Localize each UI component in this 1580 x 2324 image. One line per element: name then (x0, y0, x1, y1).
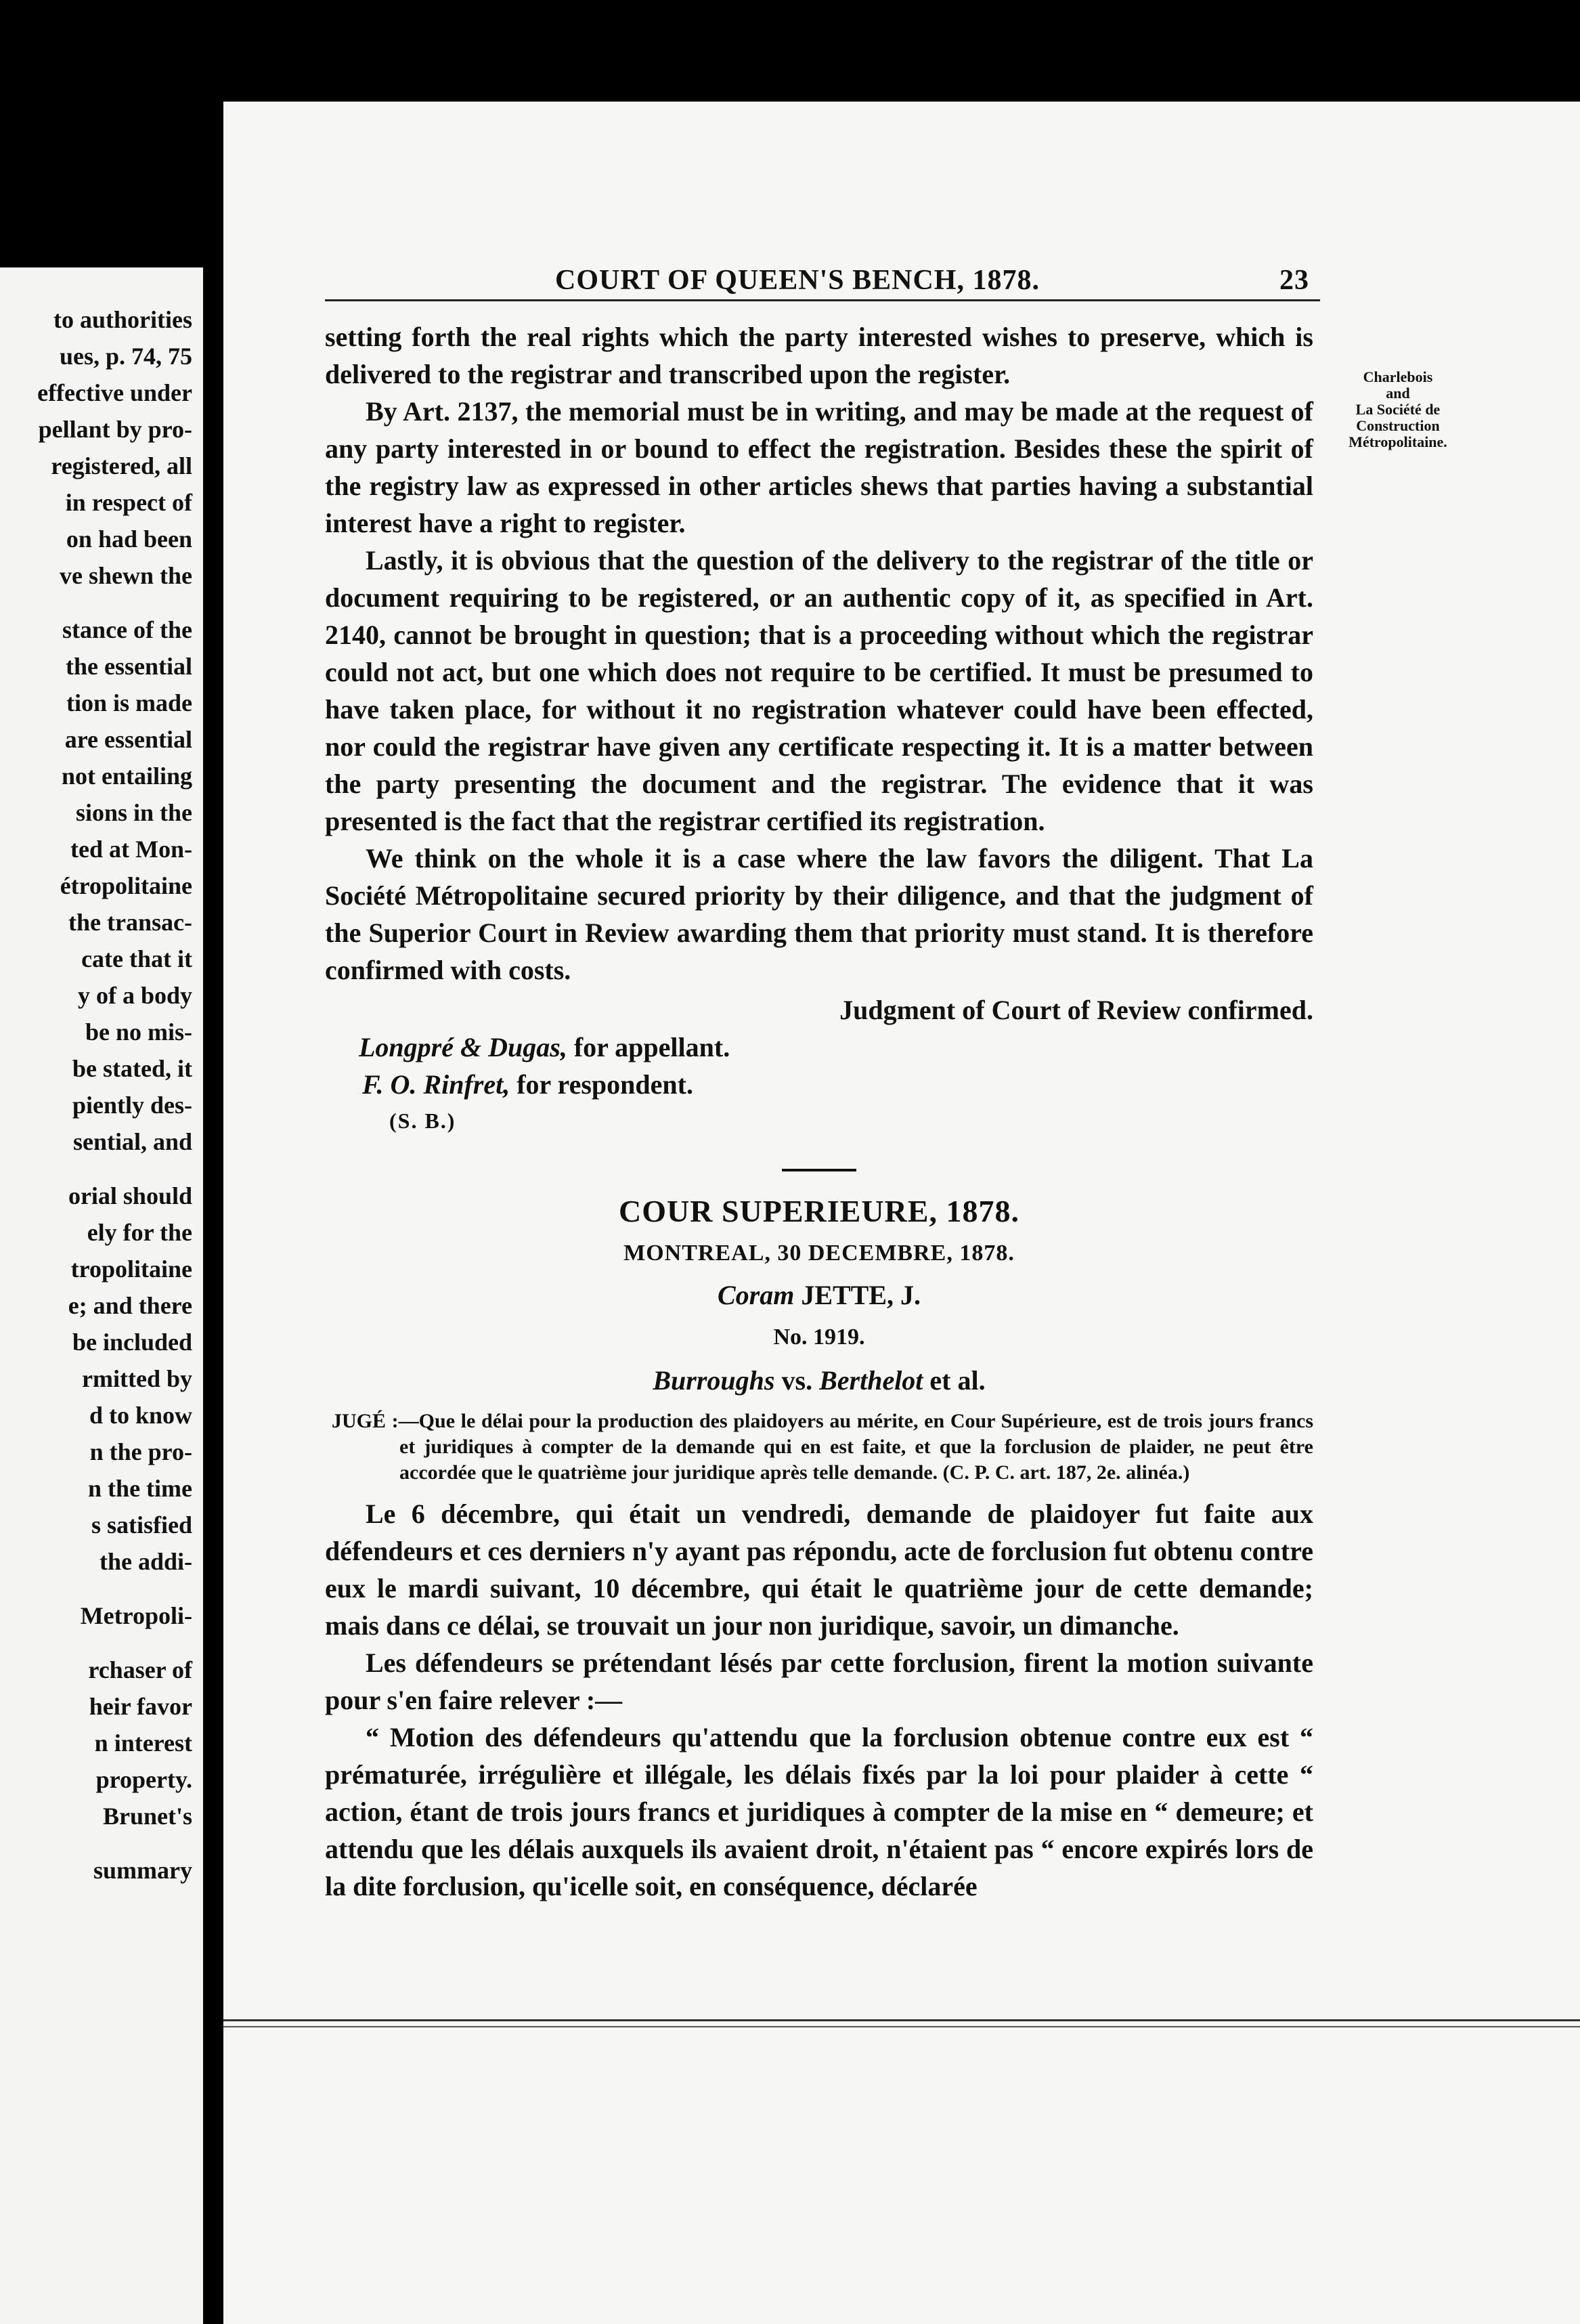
margin-note-line: Charlebois (1363, 368, 1433, 385)
left-page-line: rmitted by (82, 1365, 192, 1392)
left-page-line: property. (95, 1766, 192, 1793)
judgment-line: Judgment of Court of Review confirmed. (839, 995, 1313, 1025)
left-page-line: Metropoli- (80, 1602, 192, 1629)
defendant: Berthelot (819, 1365, 923, 1396)
page-bottom-rule (223, 2026, 1580, 2027)
left-page-line: d to know (89, 1402, 192, 1429)
left-page-line: be included (72, 1329, 192, 1356)
left-facing-page (0, 267, 203, 2324)
margin-note-line: Métropolitaine. (1348, 433, 1447, 450)
paragraph: Lastly, it is obvious that the question of the delivery to the registrar of the title or document requiring to be registered, or an authentic copy of it, as specified in Art. 2140, cannot be brought in question; that is a proceeding without which the registrar could not act, but one which does not require to be certified. It must be presumed to have taken place, for without it no registration whatever could have been effected, nor could the registrar have given any certificate respecting it. It is a matter between the party presenting the document and the registrar. The evidence that it was presented is the fact that the registrar certified its registration. (325, 545, 1313, 836)
left-page-line: ve shewn the (60, 562, 192, 589)
respondent-counsel (362, 1066, 1313, 1103)
left-page-line: registered, all (51, 452, 192, 479)
paragraph: Le 6 décembre, qui était un vendredi, demande de plaidoyer fut faite aux défendeurs et ces derniers n'y ayant pas répondu, acte de forclusion fut obtenu contre eux le mardi suivant, 10 décembre, qui était le quatrième jour de cette demande; mais dans ce délai, se trouvait un jour non juridique, savoir, un dimanche. (325, 1499, 1313, 1641)
left-page-line: rchaser of (88, 1656, 192, 1683)
coram-judge: JETTE, J. (794, 1280, 921, 1310)
case-coram (325, 1274, 1313, 1316)
plaintiff: Burroughs (653, 1365, 775, 1396)
coram-word: Coram (717, 1280, 795, 1310)
left-page-line: e; and there (68, 1292, 192, 1319)
left-page-line: pellant by pro- (38, 416, 192, 443)
book-spine (203, 267, 223, 2324)
left-page-line: étropolitaine (60, 872, 192, 899)
case-place-date: MONTREAL, 30 DECEMBRE, 1878. (623, 1241, 1015, 1266)
case-court: COUR SUPERIEURE, 1878. (619, 1194, 1019, 1228)
margin-note-line: and (1386, 385, 1410, 402)
paragraph: “ Motion des défendeurs qu'attendu que la forclusion obtenue contre eux est “ prématurée, irrégulière et illégale, les délais fixés par la loi pour plaider à cette “ action, étant de trois jours francs et juridiques à compter de la mise en “ demeure; et attendu que les délais auxquels ils avaient droit, n'étaient pas “ encore expirés lors de la dite forclusion, qu'icelle soit, en conséquence, déclarée (325, 1722, 1313, 1901)
left-page-line: n the time (88, 1475, 192, 1502)
margin-case-note (1320, 369, 1476, 450)
left-page-line: to authorities (53, 306, 192, 333)
left-page-line: the addi- (99, 1548, 192, 1575)
left-page-line: ely for the (87, 1219, 192, 1246)
left-page-line: summary (93, 1857, 192, 1884)
left-page-line: cate that it (81, 945, 192, 972)
left-page-line: on had been (66, 525, 192, 553)
left-page-line: piently des- (72, 1092, 192, 1119)
versus: vs. (774, 1365, 820, 1396)
left-page-line: be no mis- (85, 1018, 192, 1046)
left-page-line: the essential (66, 653, 192, 680)
left-page-line: are essential (64, 726, 192, 753)
left-page-text (3, 301, 192, 1889)
left-page-line: be stated, it (72, 1055, 192, 1082)
margin-note-line: Construction (1356, 417, 1440, 434)
left-page-line: ted at Mon- (70, 836, 192, 863)
left-page-line: stance of the (62, 616, 192, 643)
page-number: 23 (1279, 265, 1309, 296)
paragraph: Les défendeurs se prétendant lésés par cette forclusion, firent la motion suivante pour s'en faire relever :— (325, 1648, 1313, 1715)
reporter-initials: (S. B.) (389, 1109, 456, 1133)
left-page-line: in respect of (65, 489, 192, 516)
running-title: COURT OF QUEEN'S BENCH, 1878. (555, 265, 1040, 296)
respondent-name: F. O. Rinfret, (362, 1069, 510, 1100)
left-page-line: effective under (37, 379, 192, 406)
left-page-line: n the pro- (89, 1438, 192, 1465)
respondent-role: for respondent. (510, 1069, 693, 1100)
et-al: et al. (923, 1365, 986, 1396)
left-page-line: tropolitaine (70, 1255, 192, 1283)
headnote: JUGÉ :—Que le délai pour la production des plaidoyers au mérite, en Cour Supérieure, est de trois jours francs et juridiques à compter de la demande qui en est faite, et que la forclusion de plaider, ne peut être accordée que le quatrième jour juridique après telle demande. (C. P. C. art. 187, 2e. alinéa.) (332, 1410, 1313, 1484)
left-page-line: ues, p. 74, 75 (59, 343, 192, 370)
left-page-line: y of a body (77, 982, 192, 1009)
left-page-line: s satisfied (91, 1511, 192, 1538)
appellant-counsel (359, 1029, 1313, 1066)
page-bottom-rule (223, 2019, 1580, 2021)
left-page-line: tion is made (66, 689, 192, 716)
paragraph: We think on the whole it is a case where the law favors the diligent. That La Société Métropolitaine secured priority by their diligence, and that the judgment of the Superior Court in Review awarding them that priority must stand. It is therefore confirmed with costs. (325, 843, 1313, 985)
left-page-line: Brunet's (102, 1803, 192, 1830)
appellant-name: Longpré & Dugas, (359, 1032, 567, 1062)
left-page-line: not entailing (61, 762, 192, 790)
left-page-line: orial should (68, 1182, 192, 1209)
section-divider (782, 1169, 856, 1171)
left-page-line: sential, and (72, 1128, 192, 1155)
appellant-role: for appellant. (567, 1032, 730, 1062)
left-page-line: heir favor (89, 1693, 192, 1720)
case-parties (325, 1358, 1313, 1403)
page-body (325, 318, 1313, 1905)
case-number: No. 1919. (773, 1325, 865, 1350)
margin-note-line: La Société de (1355, 401, 1441, 418)
left-page-line: the transac- (68, 909, 192, 936)
paragraph: setting forth the real rights which the party interested wishes to preserve, which is delivered to the registrar and transcribed upon the register. (325, 322, 1313, 389)
header-rule (325, 299, 1320, 301)
left-page-line: n interest (94, 1729, 192, 1757)
left-page-line: sions in the (75, 799, 192, 826)
paragraph: By Art. 2137, the memorial must be in writing, and may be made at the request of any party interested in or bound to effect the registration. Besides these the spirit of the registry law as expressed in other articles shews that parties having a substantial interest have a right to register. (325, 396, 1313, 538)
